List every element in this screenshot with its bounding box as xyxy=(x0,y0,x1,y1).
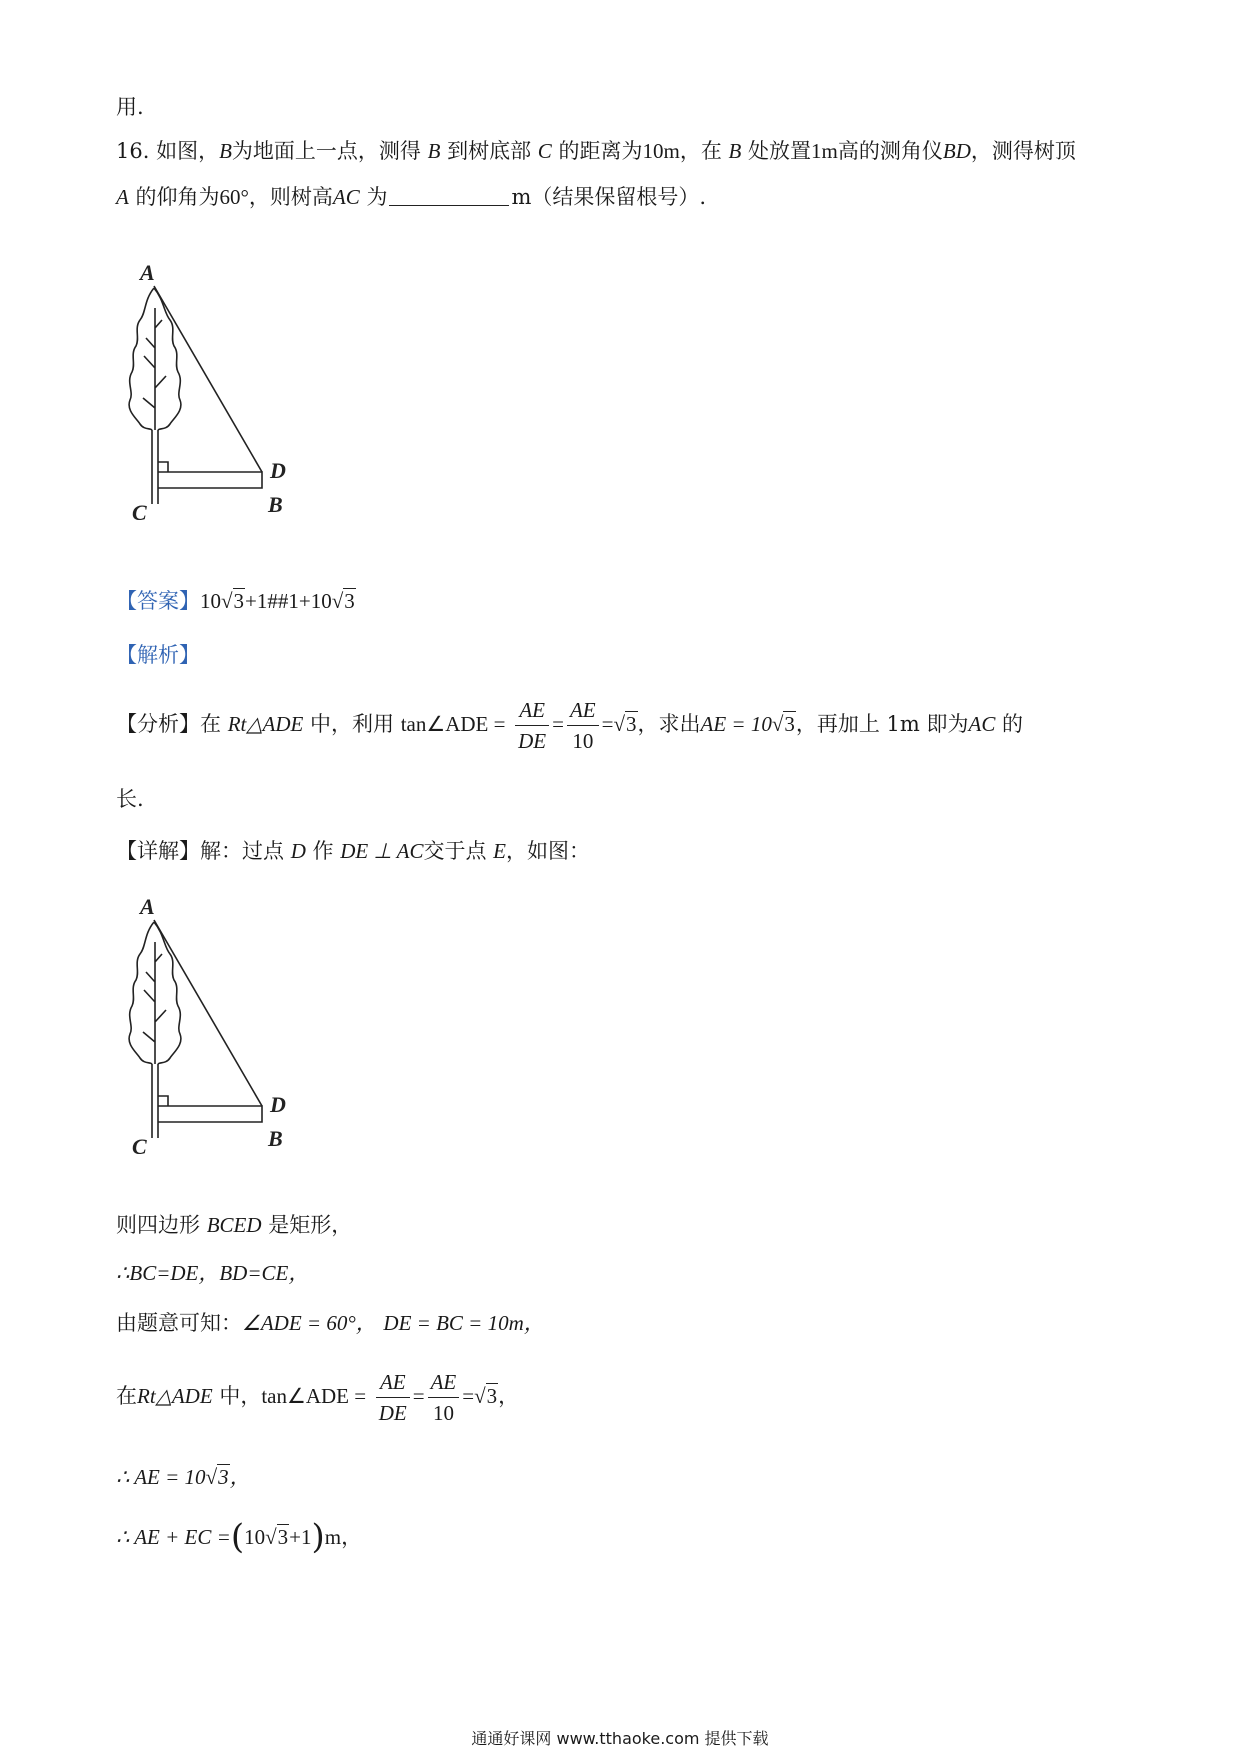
text-line: 用. xyxy=(116,95,144,119)
question-16-line-1: 16. 如图，B为地面上一点，测得 B 到树底部 C 的距离为10m，在 B 处放置1m高的测角仪BD，测得树顶 xyxy=(116,139,1076,163)
label-c: C xyxy=(132,500,147,525)
tree-figure-1 xyxy=(116,258,336,525)
step-1: 则四边形 BCED 是矩形， xyxy=(116,1213,353,1237)
analysis-line: 【分析】在 Rt△ADE 中，利用 tan∠ADE = $\frac{AE}{DE}$ = $\frac{AE}{10}$ =√3，求出AE = 10√3，再加上 1m 即为AC 的 xyxy=(116,692,1023,756)
label-d: D xyxy=(270,458,286,483)
tree-figure-2 xyxy=(116,892,336,1159)
step-4: 在Rt△ADE 中，tan∠ADE = $\frac{AE}{DE}$ = $\frac{AE}{10}$ =√3， xyxy=(116,1364,519,1428)
detail-line: 【详解】解：过点 D 作 DE ⊥ AC交于点 E，如图： xyxy=(116,839,590,863)
footer-watermark: 通通好课网 www.tthaoke.com 提供下载 xyxy=(471,1729,769,1748)
analysis-line-2: 长. xyxy=(116,787,144,811)
label-b: B xyxy=(268,1126,283,1151)
label-a: A xyxy=(140,260,155,285)
step-6: ∴ AE + EC =(10√3+1)m， xyxy=(116,1517,363,1557)
answer-line: 【答案】10√3+1##1+10√3 xyxy=(116,589,355,613)
step-5: ∴ AE = 10√3， xyxy=(116,1465,251,1489)
analysis-label: 【解析】 xyxy=(116,643,200,667)
label-b: B xyxy=(268,492,283,517)
label-a: A xyxy=(140,894,155,919)
label-d: D xyxy=(270,1092,286,1117)
analysis-label-line xyxy=(116,640,200,670)
step-3: 由题意可知：∠ADE = 60°， DE = BC = 10m， xyxy=(116,1311,545,1335)
step-2: ∴BC=DE，BD=CE， xyxy=(116,1261,310,1285)
answer-label: 【答案】 xyxy=(116,589,200,613)
label-c: C xyxy=(132,1134,147,1159)
question-16-line-2: A 的仰角为60°，则树高AC 为 m（结果保留根号）. xyxy=(116,185,707,209)
answer-blank xyxy=(389,185,509,206)
